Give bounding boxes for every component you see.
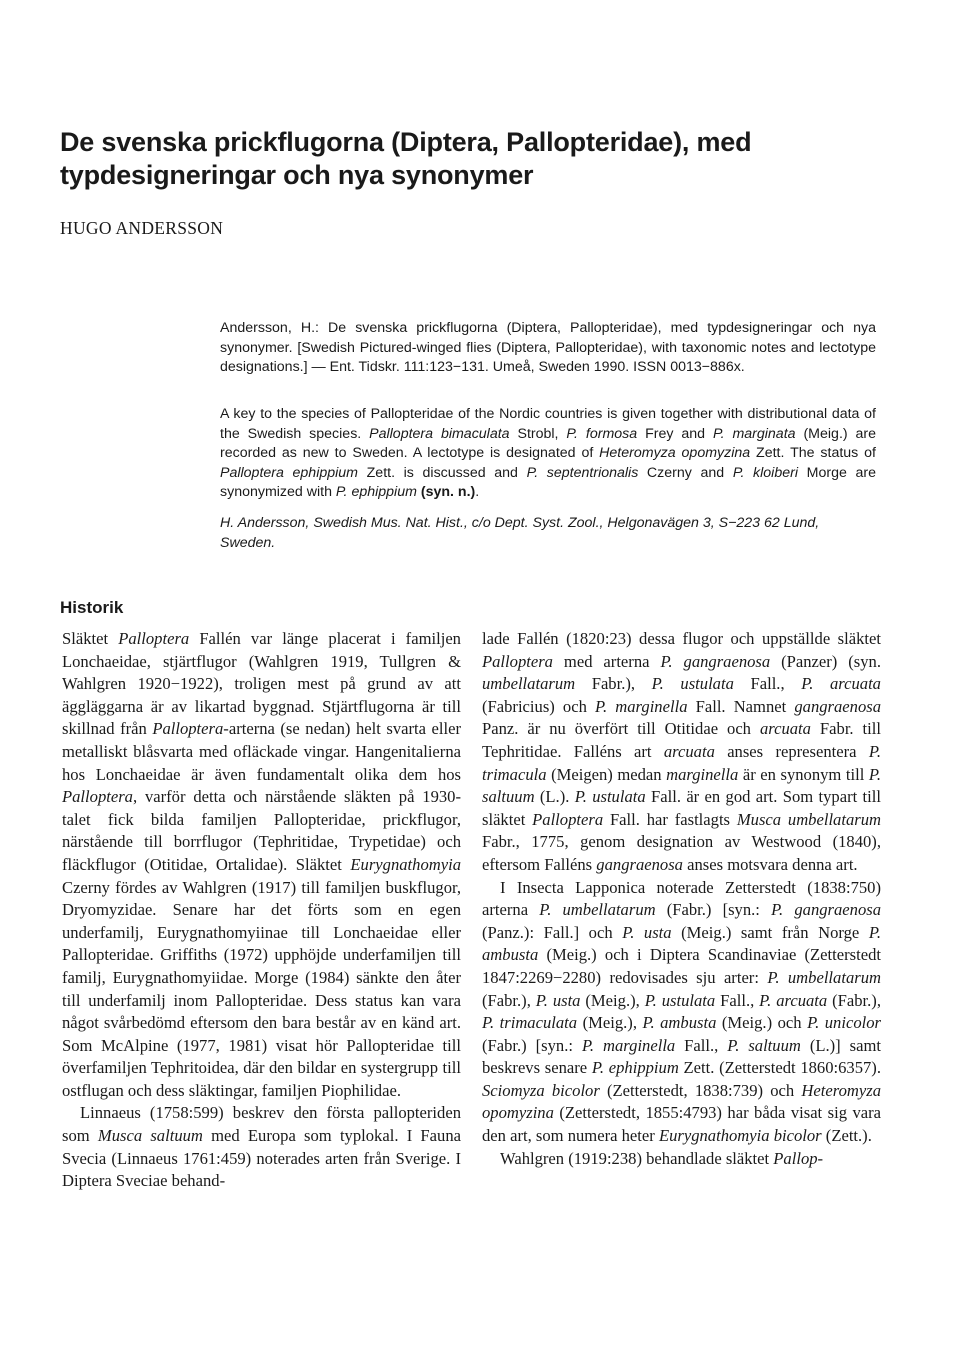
paragraph: Släktet Palloptera Fallén var länge placerat i familjen Lonchaeidae, stjärtflugor (Wahlgren 1919, Tullgren & Wahlgren 1920−1922), troligen mest på grund av att äggläggarna är av likartad byggnad. Stjärtflugorna är till skillnad från Palloptera-arterna (se nedan) helt svarta eller metalliskt blåsvarta med ofläckade vingar. Hangenitalierna hos Lonchaeidae är även fundamentalt olika dem hos Palloptera, varför detta och närstående släkten på 1930-talet fick bilda familjen Pallopteridae, prickflugor, närstående till borrflugor (Tephritidae, Trypetidae) och fläckflugor (Otitidae, Ortalidae). Släktet Eurygnathomyia Czerny fördes av Wahlgren (1917) till familjen buskflugor, Dryomyzidae. Senare har det förts som en egen underfamilj, Eurygnathomyiinae till Lonchaeidae eller Pallopteridae. Griffiths (1972) upphöjde underfamiljen till familj, Eurygnathomyiidae. Morge (1984) sänkte den åter till underfamilj inom Pallopteridae. Dess status kan vara något svårbedömd eftersom den bara består av en känd art. Som McAlpine (1977, 1981) visat hör Pallopteridae till överfamiljen Tephritoidea, där den bildar en systergrupp till ostflugan och dess släktingar, familjen Piophilidae. (62, 629, 461, 1100)
paragraph: lade Fallén (1820:23) dessa flugor och uppställde släktet Palloptera med arterna P. gangraenosa (Panzer) (syn. umbellatarum Fabr.), P. ustulata Fall., P. arcuata (Fabricius) och P. marginella Fall. Namnet gangraenosa Panz. är nu överfört till Otitidae och arcuata Fabr. till Tephritidae. Falléns art arcuata anses representera P. trimacula (Meigen) medan marginella är en synonym till P. saltuum (L.). P. ustulata Fall. är en god art. Som typart till släktet Palloptera Fall. har fastlagts Musca umbellatarum Fabr., 1775, genom designation av Westwood (1840), eftersom Falléns gangraenosa anses motsvara denna art. (482, 629, 882, 874)
paragraph: Wahlgren (1919:238) behandlade släktet Pallop- (500, 1148, 824, 1168)
abstract-citation: Andersson, H.: De svenska prickflugorna (Diptera, Pallopteridae), med typdesigneringar och nya synonymer. [Swedish Pictured-winged flies (Diptera, Pallopteridae), with taxonomic notes and lectotype designations.] — Ent. Tidskr. 111:123−131. Umeå, Sweden 1990. ISSN 0013−886x. (220, 320, 876, 376)
body-column-left (62, 628, 461, 1193)
body-column-right (482, 628, 881, 1170)
paragraph: Linnaeus (1758:599) beskrev den första pallopteriden som Musca saltuum med Europa som typlokal. I Fauna Svecia (Linnaeus 1761:459) noterades arten från Sverige. I Diptera Sveciae behand- (62, 1103, 461, 1191)
article-title: De svenska prickflugorna (Diptera, Pallopteridae), med typdesigneringar och nya synonymer (60, 127, 752, 190)
abstract-summary: A key to the species of Pallopteridae of the Nordic countries is given together with distributional data of the Swedish species. Palloptera bimaculata Strobl, P. formosa Frey and P. marginata (Meig.) are recorded as new to Sweden. A lectotype is designated of Heteromyza opomyzina Zett. The status of Palloptera ephippium Zett. is discussed and P. septentrionalis Czerny and P. kloiberi Morge are synonymized with P. ephippium (syn. n.). (220, 406, 877, 501)
author-address: H. Andersson, Swedish Mus. Nat. Hist., c/o Dept. Syst. Zool., Helgonavägen 3, S−223 62 Lund, Sweden. (220, 515, 820, 551)
section-heading-historik: Historik (60, 598, 124, 617)
paragraph: I Insecta Lapponica noterade Zetterstedt (1838:750) arterna P. umbellatarum (Fabr.) [syn.: P. gangraenosa (Panz.): Fall.] och P. usta (Meig.) samt från Norge P. ambusta (Meig.) och i Diptera Scandinaviae (Zetterstedt 1847:2269−2280) redovisades sju arter: P. umbellatarum (Fabr.), P. usta (Meig.), P. ustulata Fall., P. arcuata (Fabr.), P. trimaculata (Meig.), P. ambusta (Meig.) och P. unicolor (Fabr.) [syn.: P. marginella Fall., P. saltuum (L.)] samt beskrevs senare P. ephippium Zett. (Zetterstedt 1860:6357). Sciomyza bicolor (Zetterstedt, 1838:739) och Heteromyza opomyzina (Zetterstedt, 1855:4793) har båda visat sig vara den art, som numera heter Eurygnathomyia bicolor (Zett.). (482, 877, 882, 1146)
author-name: HUGO ANDERSSON (60, 218, 224, 238)
